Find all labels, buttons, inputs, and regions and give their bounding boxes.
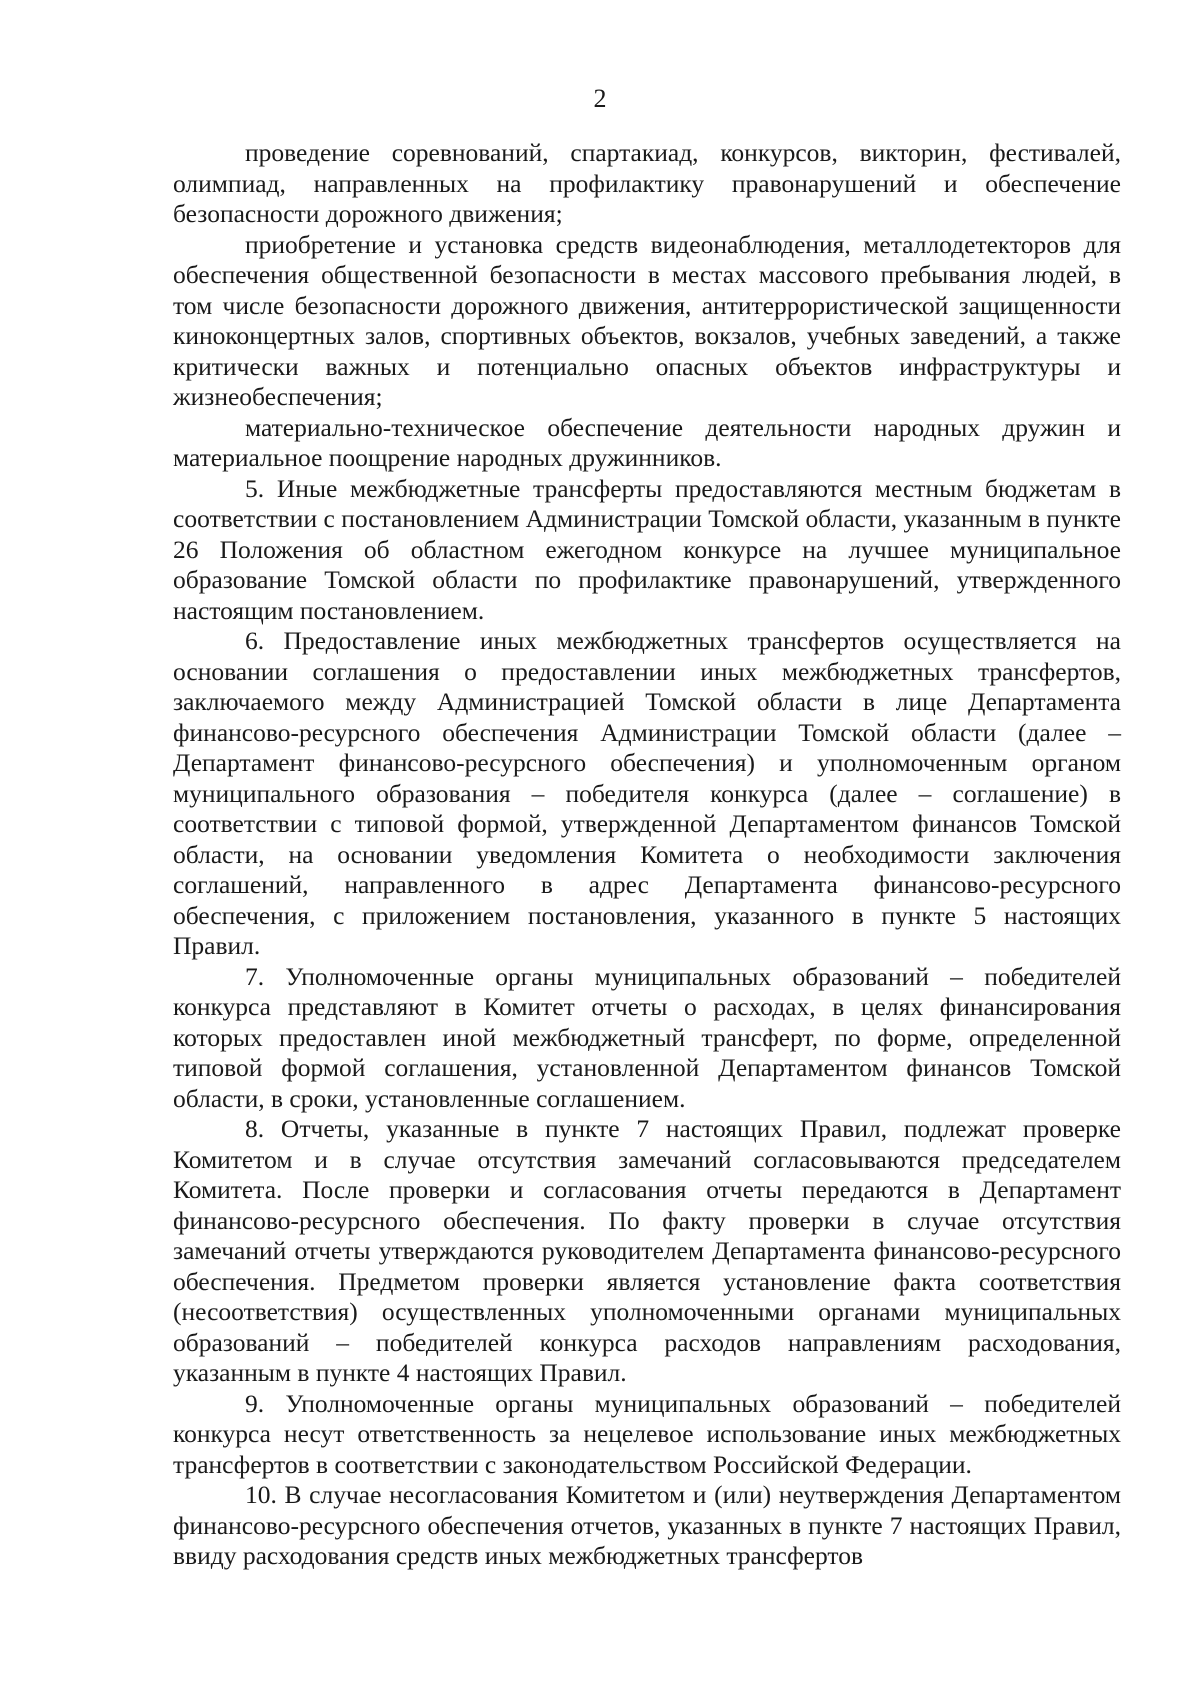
paragraph-item-6: 6. Предоставление иных межбюджетных трансфертов осуществляется на основании соглашения о предоставлении иных межбюджетных трансфертов, заключаемого между Администрацией Томской области в лице Департамента финансово-ресурсного обеспечения Администрации Томской области (далее – Департамент финансово-ресурсного обеспечения) и уполномоченным органом муниципального образования – победителя конкурса (далее – соглашение) в соответствии с типовой формой, утвержденной Департаментом финансов Томской области, на основании уведомления Комитета о необходимости заключения соглашений, направленного в адрес Департамента финансово-ресурсного обеспечения, с приложением постановления, указанного в пункте 5 настоящих Правил. [173,626,1121,960]
paragraph-item-8: 8. Отчеты, указанные в пункте 7 настоящих Правил, подлежат проверке Комитетом и в случае отсутствия замечаний согласовываются председателем Комитета. После проверки и согласования отчеты передаются в Департамент финансово-ресурсного обеспечения. По факту проверки в случае отсутствия замечаний отчеты утверждаются руководителем Департамента финансово-ресурсного обеспечения. Предметом проверки является установление факта соответствия (несоответствия) осуществленных уполномоченными органами муниципальных образований – победителей конкурса расходов направлениям расходования, указанным в пункте 4 настоящих Правил. [173,1114,1121,1387]
document-body [173,138,1121,1572]
page-number: 2 [593,84,607,113]
paragraph-item-5: 5. Иные межбюджетные трансферты предоставляются местным бюджетам в соответствии с постановлением Администрации Томской области, указанным в пункте 26 Положения об областном ежегодном конкурсе на лучшее муниципальное образование Томской области по профилактике правонарушений, утвержденного настоящим постановлением. [173,473,1121,625]
paragraph-item-10: 10. В случае несогласования Комитетом и (или) неутверждения Департаментом финансово-ресурсного обеспечения отчетов, указанных в пункте 7 настоящих Правил, ввиду расходования средств иных межбюджетных трансфертов [173,1480,1121,1570]
paragraph-people-squads: материально-техническое обеспечение деятельности народных дружин и материальное поощрение народных дружинников. [173,412,1121,472]
paragraph-item-9: 9. Уполномоченные органы муниципальных образований – победителей конкурса несут ответственность за нецелевое использование иных межбюджетных трансфертов в соответствии с законодательством Российской Федерации. [173,1388,1121,1479]
paragraph-item-7: 7. Уполномоченные органы муниципальных образований – победителей конкурса представляют в Комитет отчеты о расходах, в целях финансирования которых предоставлен иной межбюджетный трансферт, по форме, определенной типовой формой соглашения, установленной Департаментом финансов Томской области, в сроки, установленные соглашением. [173,961,1121,1113]
paragraph-competitions: проведение соревнований, спартакиад, конкурсов, викторин, фестивалей, олимпиад, направленных на профилактику правонарушений и обеспечение безопасности дорожного движения; [173,138,1121,228]
paragraph-video-surveillance: приобретение и установка средств видеонаблюдения, металлодетекторов для обеспечения общественной безопасности в местах массового пребывания людей, в том числе безопасности дорожного движения, антитеррористической защищенности киноконцертных залов, спортивных объектов, вокзалов, учебных заведений, а также критически важных и потенциально опасных объектов инфраструктуры и жизнеобеспечения; [173,229,1121,411]
